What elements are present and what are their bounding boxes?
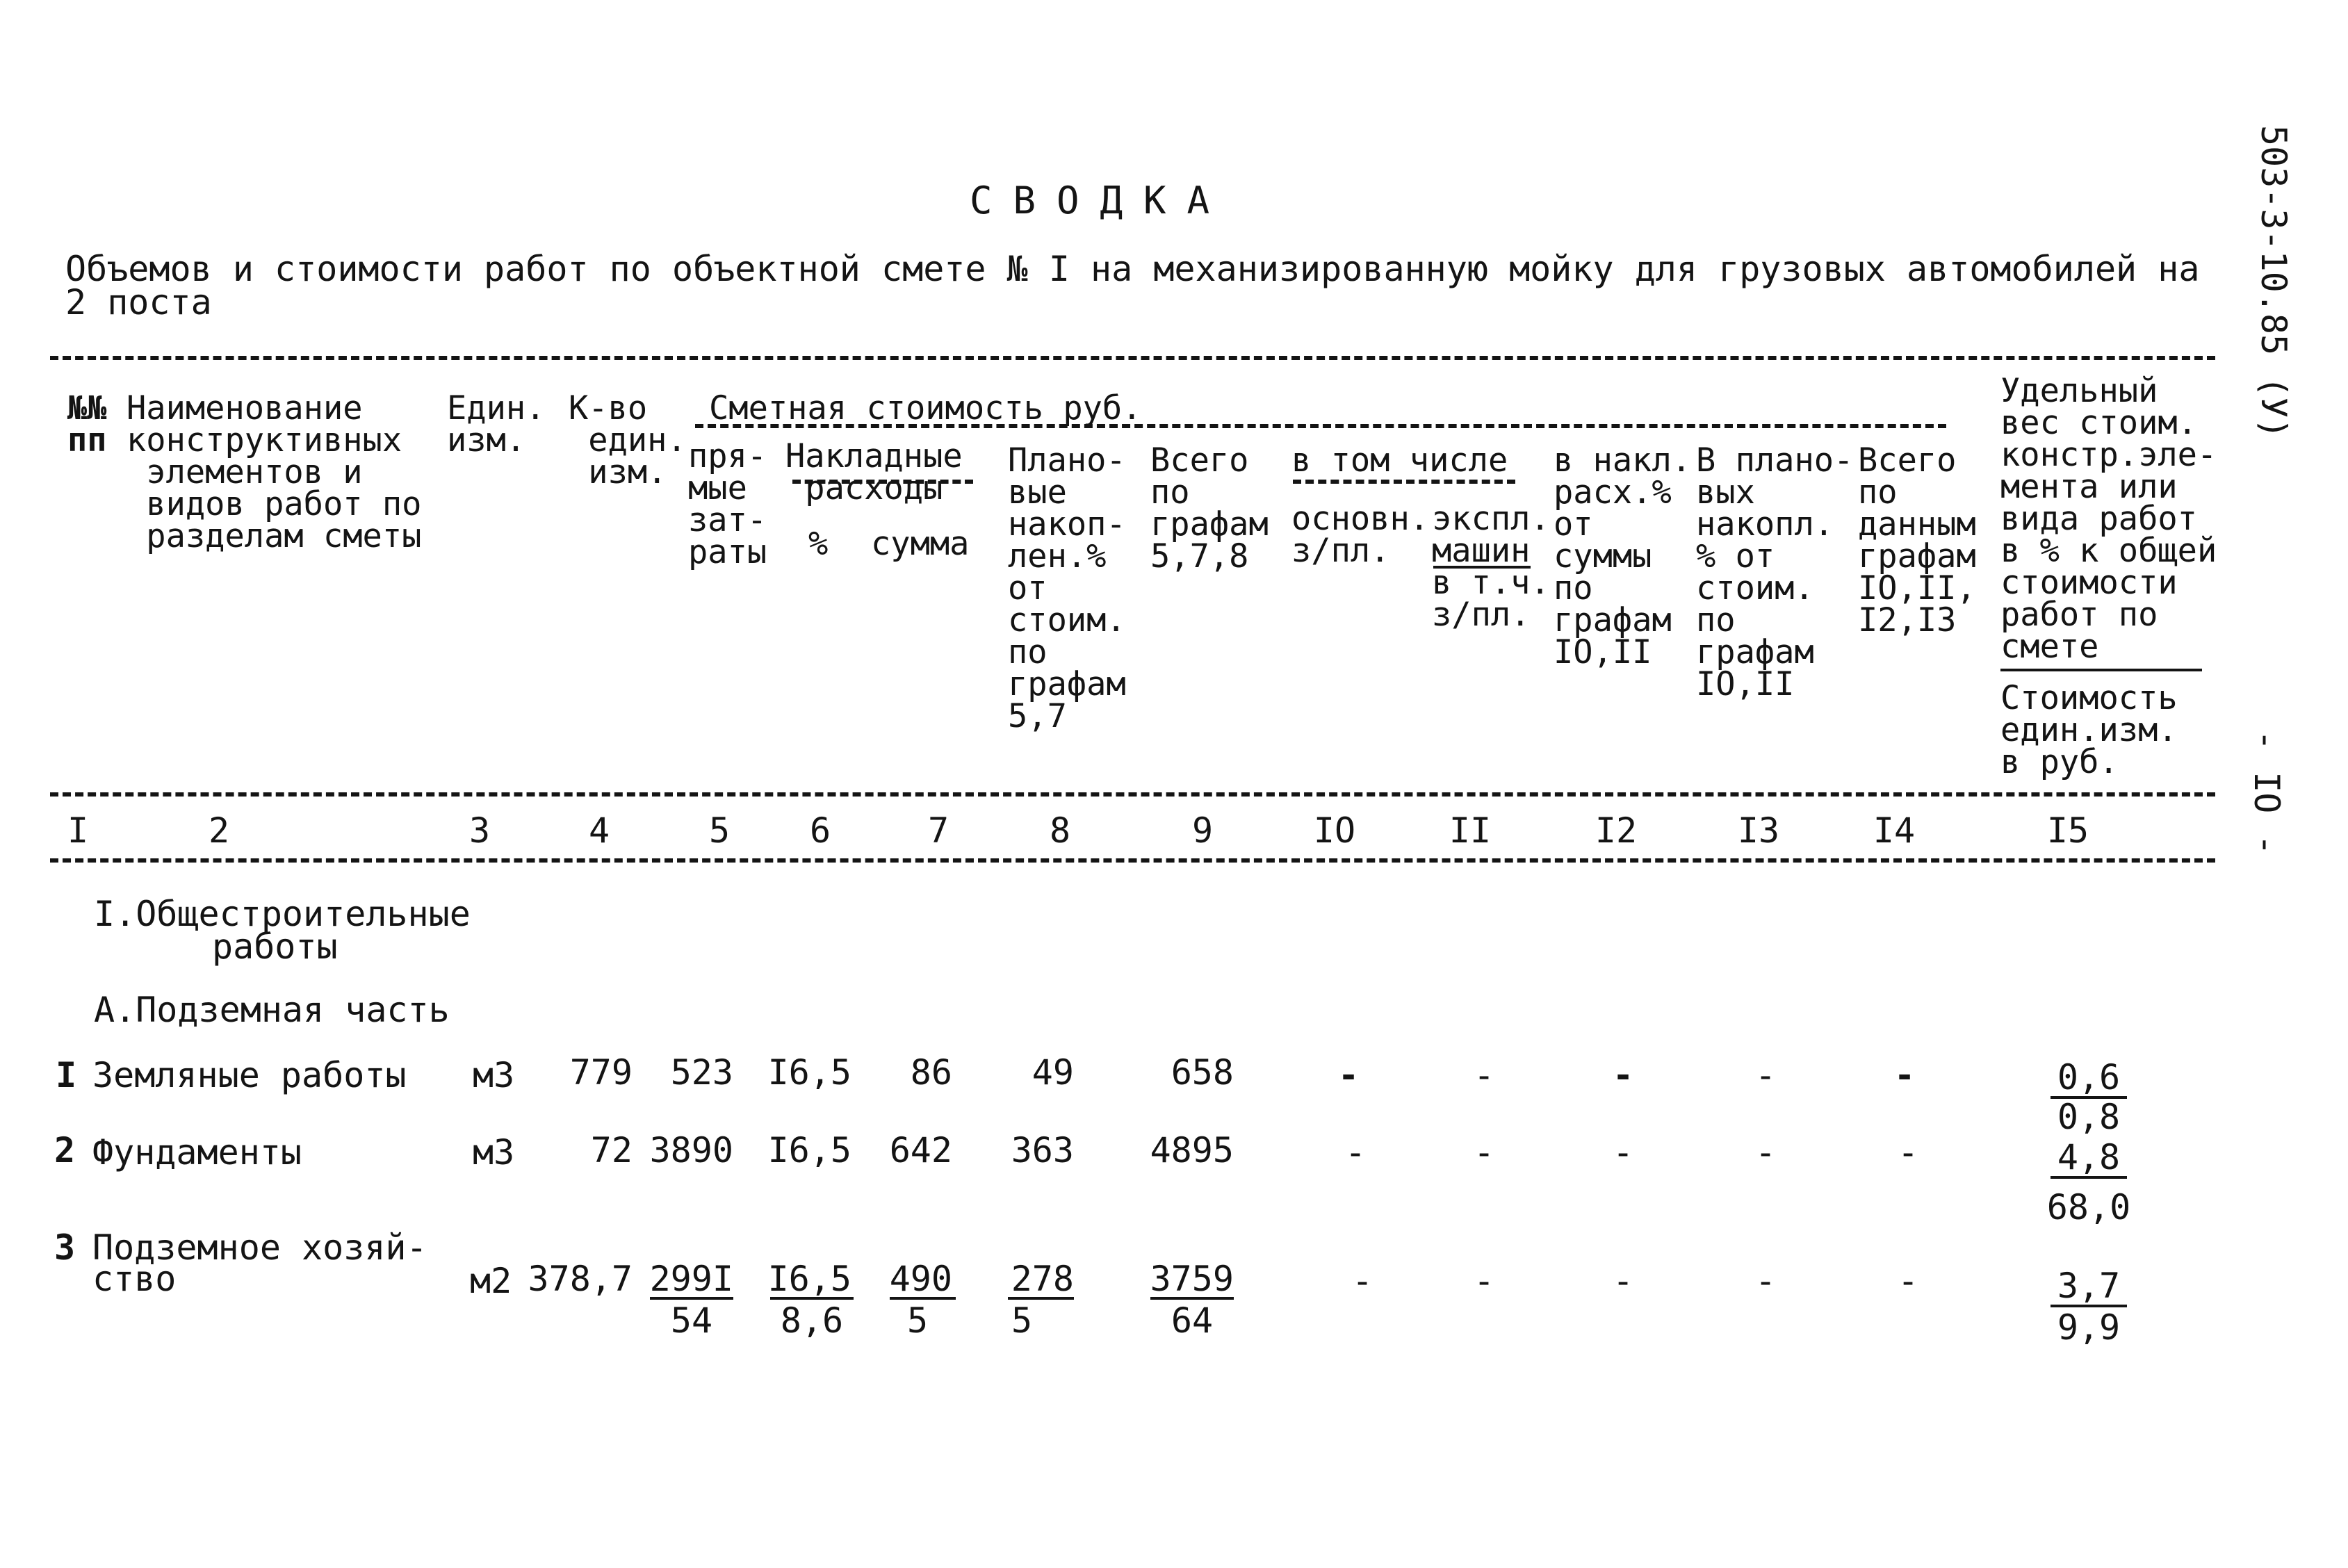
- subsection-heading: А.Подземная часть: [94, 990, 450, 1030]
- row-total: 658: [1171, 1052, 1234, 1093]
- column-number: IO: [1313, 810, 1356, 851]
- document-subtitle-cont: 2 поста: [65, 282, 212, 322]
- row-overhead-pct-bottom: 8,6: [780, 1300, 844, 1341]
- row-planned: 49: [1032, 1052, 1074, 1093]
- header-col-name: Наименование конструктивных элементов и видов работ по разделам сметы: [127, 389, 422, 555]
- section-heading: I.Общестроительные: [94, 894, 471, 934]
- row-planned-bottom: 5: [1011, 1300, 1033, 1341]
- column-number: I2: [1595, 810, 1638, 851]
- row-name: Фундаменты: [92, 1132, 302, 1173]
- column-number: 5: [708, 810, 731, 851]
- row-unit: м2: [470, 1261, 512, 1301]
- column-number: I3: [1737, 810, 1780, 851]
- column-number: I: [67, 810, 89, 851]
- column-number: I5: [2046, 810, 2089, 851]
- row-col10: -: [1351, 1261, 1373, 1301]
- row-qty: 779: [569, 1052, 633, 1093]
- fraction-line: [2051, 1176, 2127, 1179]
- row-unit: м3: [473, 1132, 515, 1173]
- row-overhead-pct: I6,5: [767, 1259, 851, 1299]
- row-specific-weight: 4,8: [2057, 1137, 2121, 1177]
- header-group-overhead: Накладные расходы: [785, 437, 963, 507]
- row-unit: м3: [473, 1055, 515, 1095]
- column-number: 3: [468, 810, 491, 851]
- row-col12: -: [1612, 1261, 1634, 1301]
- row-col14: -: [1893, 1055, 1916, 1095]
- header-col-total: Всего по графам 5,7,8: [1150, 441, 1269, 575]
- row-overhead-sum: 86: [910, 1052, 952, 1093]
- row-number: I: [56, 1055, 77, 1095]
- row-unit-cost: 68,0: [2046, 1187, 2131, 1227]
- row-planned: 278: [1011, 1259, 1074, 1299]
- row-col14: -: [1897, 1132, 1919, 1173]
- header-col-direct: пря- мые зат- раты: [688, 437, 767, 571]
- incl-group-rule: [1293, 480, 1515, 484]
- column-number: 8: [1049, 810, 1071, 851]
- row-name: Земляные работы: [92, 1055, 407, 1095]
- row-col10: -: [1337, 1055, 1360, 1095]
- row-overhead-sum-bottom: 5: [906, 1300, 929, 1341]
- column-number: 4: [588, 810, 610, 851]
- header-bottom-rule: [50, 792, 2215, 797]
- row-planned: 363: [1011, 1130, 1074, 1170]
- page-number: - IO -: [2247, 730, 2287, 856]
- document-subtitle: Объемов и стоимости работ по объектной смете № I на механизированную мойку для грузовых автомобилей на: [65, 249, 2200, 289]
- section-heading-cont: работы: [212, 926, 338, 967]
- fraction-line: [890, 1297, 956, 1300]
- row-col12: -: [1612, 1132, 1634, 1173]
- row-total-bottom: 64: [1171, 1300, 1214, 1341]
- column-numbers-rule: [50, 858, 2215, 863]
- row-direct: 3890: [649, 1130, 733, 1170]
- header-group-incl: в том числе: [1291, 441, 1508, 480]
- column-number: 6: [809, 810, 831, 851]
- row-specific-weight: 0,6: [2057, 1057, 2121, 1097]
- header-col-num: №№ пп: [67, 389, 107, 459]
- header-col-unit-cost: Стоимость един.изм. в руб.: [2000, 679, 2178, 781]
- fraction-line: [1008, 1297, 1074, 1300]
- row-number: 2: [54, 1130, 76, 1170]
- row-col11: -: [1473, 1261, 1495, 1301]
- row-direct: 523: [670, 1052, 733, 1093]
- row-number: 3: [54, 1227, 76, 1268]
- row-col11: -: [1473, 1132, 1495, 1173]
- header-col-total-data: Всего по данным графам IO,II, I2,I3: [1858, 441, 1976, 639]
- header-col-sum: сумма: [871, 525, 970, 563]
- fraction-line: [770, 1297, 854, 1300]
- machines-underline: [1433, 566, 1531, 569]
- header-col-overhead-pct: в накл. расх.% от суммы по графам IO,II: [1554, 441, 1692, 671]
- row-unit-cost: 9,9: [2057, 1307, 2121, 1348]
- row-qty: 378,7: [528, 1259, 633, 1299]
- header-col-basic-wage: основн. з/пл.: [1291, 500, 1430, 570]
- row-col11: -: [1473, 1055, 1495, 1095]
- header-col-machines: экспл. машин в т.ч. з/пл.: [1432, 500, 1550, 634]
- column-number: II: [1449, 810, 1492, 851]
- margin-document-code: 503-3-10.85 (У): [2253, 125, 2294, 439]
- document-title: СВОДКА: [970, 179, 1231, 222]
- row-overhead-sum: 490: [889, 1259, 952, 1299]
- fraction-line: [1150, 1297, 1234, 1300]
- header-col-pct: %: [808, 525, 829, 563]
- row-specific-weight: 3,7: [2057, 1266, 2121, 1306]
- column-number: 9: [1191, 810, 1214, 851]
- row-col12: -: [1612, 1055, 1634, 1095]
- row-unit-cost: 0,8: [2057, 1097, 2121, 1137]
- specific-weight-divider: [2000, 669, 2202, 671]
- row-qty: 72: [590, 1130, 633, 1170]
- header-col-planned: Плано- вые накоп- лен.% от стоим. по графам 5,7: [1008, 441, 1126, 735]
- row-col14: -: [1897, 1261, 1919, 1301]
- row-name-cont: ство: [92, 1259, 177, 1299]
- row-direct: 299I: [649, 1259, 733, 1299]
- column-number: 2: [208, 810, 230, 851]
- row-overhead-sum: 642: [889, 1130, 952, 1170]
- column-number: I4: [1873, 810, 1916, 851]
- row-overhead-pct: I6,5: [767, 1130, 851, 1170]
- header-col-unit: Един. изм.: [447, 389, 546, 459]
- row-total: 4895: [1150, 1130, 1234, 1170]
- row-col13: -: [1754, 1132, 1777, 1173]
- row-col10: -: [1344, 1132, 1367, 1173]
- header-top-rule: [50, 356, 2215, 360]
- header-col-qty: К-во един. изм.: [569, 389, 687, 491]
- header-col-planned-pct: В плано- вых накопл. % от стоим. по графам IO,II: [1696, 441, 1854, 703]
- row-name: Подземное хозяй-: [92, 1227, 427, 1268]
- row-col13: -: [1754, 1055, 1777, 1095]
- column-number: 7: [927, 810, 949, 851]
- fraction-line: [650, 1297, 733, 1300]
- row-direct-bottom: 54: [670, 1300, 713, 1341]
- row-overhead-pct: I6,5: [767, 1052, 851, 1093]
- header-group-cost: Сметная стоимость руб.: [709, 389, 1142, 427]
- row-col13: -: [1754, 1261, 1777, 1301]
- header-col-specific-weight: Удельный вес стоим. констр.эле- мента или вида работ в % к общей стоимости работ по смете: [2000, 372, 2217, 666]
- row-total: 3759: [1150, 1259, 1234, 1299]
